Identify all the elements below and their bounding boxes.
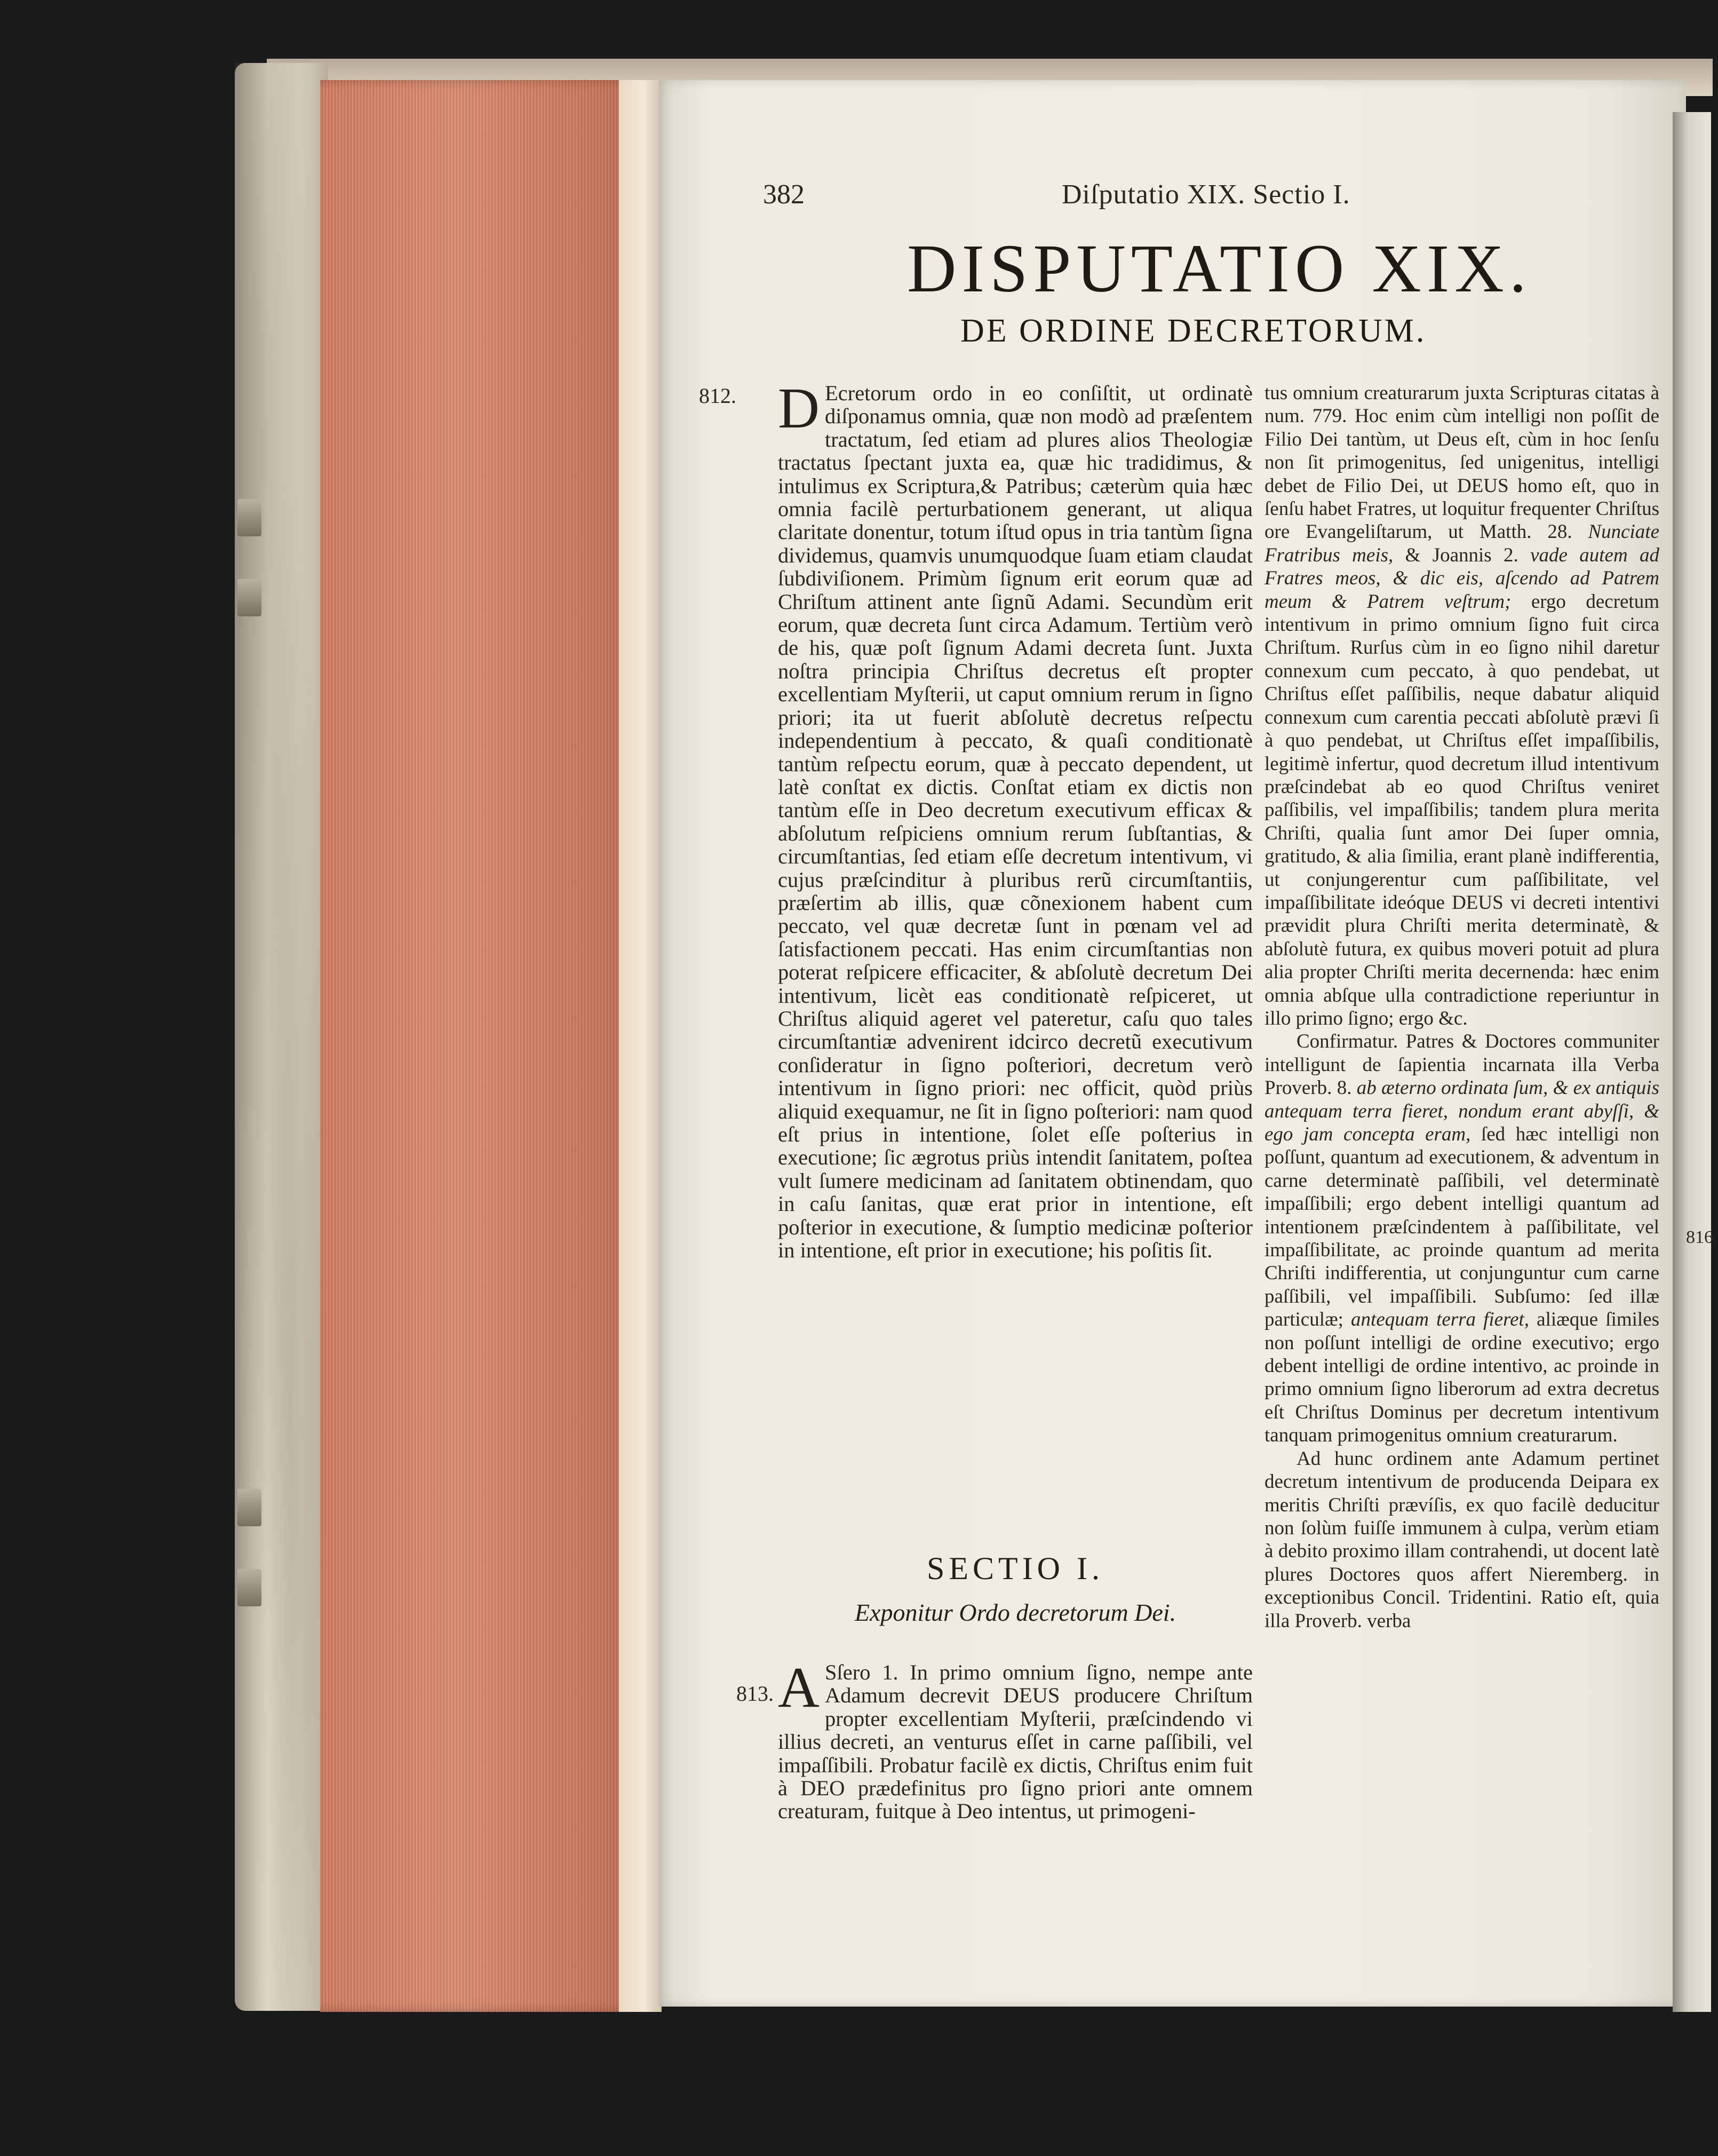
margin-number-813: 813. (736, 1682, 774, 1706)
left-column-text: Ecretorum ordo in eo conſiſtit, ut ordinatè diſponamus omnia, quæ non modò ad præſentem tractatum, ſed etiam ad plures alios Theologiæ tractatus ſpectant juxta ea, quæ hic tradidimus, & intulimus ex Scriptura,& Patribus; cæterùm quia hæc omnia facilè perturbationem generant, ut aliqua claritate donentur, totum iſtud opus in tria tantùm ſigna dividemus, quamvis unumquodque ſuam etiam claudat ſubdiviſionem. Primùm ſignum erit eorum quæ ad Chriſtum attinent ante ſignũ Adami. Secundùm erit eorum, quæ decreta ſunt circa Adamum. Tertiùm verò de his, quæ poſt ſignum Adami decreta ſunt. Juxta noſtra principia Chriſtus decretus eſt propter excellentiam Myſterii, ut caput omnium rerum in ſigno priori; ita ut fuerit abſolutè decretus reſpectu independentium à peccato, & quaſi conditionatè tantùm reſpectu eorum, quæ à peccato dependent, ut latè conſtat ex dictis. Conſtat etiam ex dictis non tantùm eſſe in Deo decretum executivum efficax & abſolutum reſpiciens omnium rerum ſubſtantias, & circumſtantias, ſed etiam eſſe decretum intentivum, vi cujus præſcinditur à pluribus rerũ circumſtantiis, præſertim ab illis, quæ cõnexionem habent cum peccato, vel quæ decretæ ſunt in pœnam vel ad ſatisfactionem peccati. Has enim circumſtantias non poterat reſpicere efficaciter, & abſolutè decretum Dei intentivum, licèt eas conditionatè reſpiceret, ut Chriſtus aliquid ageret vel pateretur, caſu quo tales circumſtantiæ advenirent idcirco decretũ executivum conſideratur in ſigno poſteriori, decretum verò intentivum in ſigno priori: nec officit, quòd priùs aliquid exequamur, ne ſit in ſigno poſteriori: nam quod eſt prius in intentione, ſolet eſſe poſterius in executione; ſic ægrotus priùs intendit ſanitatem, poſtea vult ſumere medicinam ad ſanitatem obtinendam, quo in caſu ſanitas, quæ erat prior in intentione, eſt poſterior in executione, & ſumptio medicinæ poſterior in intentione, eſt prior in executione; his poſitis ſit. (778, 381, 1253, 1263)
right-italic-4: antequam terra fieret, (1351, 1309, 1530, 1331)
right-text-1: tus omnium creaturarum juxta Scripturas citatas à num. 779. Hoc enim cùm intelligi non poſſit de Filio Dei tantùm, ut Deus eſt, cùm in hoc ſenſu non ſit primogenitus, ſed unigenitus, intelligi debet de Filio Dei, ut DEUS homo eſt, quo in ſenſu habet Fratres, ut loquitur frequenter Chriſtus ore Evangeliſtarum, ut Matth. 28. (1264, 382, 1659, 543)
section-subheading: Exponitur Ordo decretorum Dei. (854, 1599, 1176, 1626)
section-heading: SECTIO I. (927, 1551, 1104, 1586)
right-text-2: Confirmatur. Patres & Doctores communiter intelligunt de ſapientia incarnata illa Verba Proverb. 8. (1264, 1031, 1659, 1099)
right-column (1264, 382, 1659, 1632)
right-text-1b: & Joannis 2. (1405, 544, 1518, 566)
right-text-1c: ergo decretum intentivum in primo omnium ſigno fuit circa Chriſtum. Rurſus cùm in eo ſigno nihil daretur connexum cum peccato, à quo pendebat, ut Chriſtus eſſet paſſibilis, neque dabatur aliquid connexum cum carentia peccati abſolutè prævi ſi à quo pendebat, ut Chriſtus eſſet impaſſibilis, legitimè infertur, quod decretum illud intentivum præſcindebat ab eo quod Chriſtus veniret paſſibilis, vel impaſſibilis; tandem plura merita Chriſti, qualia ſunt amor Dei ſuper omnia, gratitudo, & alia ſimilia, erant planè indifferentia, ut conjungerentur cum paſſibilitate, vel impaſſibilitate ideóque DEUS vi decreti intentivi prævidit plura Chriſti merita determinatè, & abſolutè futura, ex quibus moveri potuit ad plura alia propter Chriſti merita decernenda: hæc enim omnia abſque ulla contradictione reperiuntur in illo primo ſigno; ergo &c. (1264, 590, 1659, 1029)
book-cover-board (235, 63, 328, 2011)
right-text-2b: ſed hæc intelligi non poſſunt, quantum ad executionem, & adventum in carne determinatè paſſibili, vel determinatè impaſſibili; ergo debent intelligi quantum ad intentionem præſcindentem à paſſibilitate, vel impaſſibilitate, ac proinde quantum ad merita Chriſti indifferentia, ut conjunguntur cum carne paſſibili, vel impaſſibili. Subſumo: ſed illæ particulæ; (1264, 1123, 1659, 1331)
left-column (778, 377, 1253, 1263)
clasp-hinge (237, 579, 261, 616)
chapter-title: DISPUTATIO XIX. (907, 231, 1532, 306)
page-gutter (619, 80, 662, 2012)
margin-number-812: 812. (699, 384, 736, 408)
clasp-hinge (237, 1569, 261, 1606)
running-head (763, 179, 1457, 221)
drop-capital: D (778, 377, 820, 440)
chapter-subtitle: DE ORDINE DECRETORUM. (960, 313, 1427, 349)
section-column (778, 1656, 1253, 1824)
facing-page-edge (1673, 112, 1711, 2012)
section-text: Sſero 1. In primo omnium ſigno, nempe ante Adamum decrevit DEUS producere Chriſtum propter excellentiam Myſterii, præſcindendo vi illius decreti, an venturus eſſet in carne paſſibili, vel impaſſibili. Probatur facilè ex dictis, Chriſtus enim fuit à DEO prædefinitus pro ſigno priori ante omnem creaturam, fuitque à Deo intentus, ut primogeni- (778, 1660, 1253, 1824)
margin-number-816: 816. (1686, 1227, 1718, 1247)
clasp-hinge (237, 1489, 261, 1526)
clasp-hinge (237, 499, 261, 536)
right-italic-1: Nunciate Fratribus meis, (1264, 521, 1660, 566)
red-page-edges (320, 80, 656, 2012)
right-text-2c: aliæque ſimiles non poſſunt intelligi de ordine executivo; ergo debent intelligi de ordine intentivo, ac proinde in primo omnium ſigno liberorum ad extra decretus eſt Chriſtus Dominus per decretum intentivum tanquam primogenitus omnium creaturarum. (1264, 1309, 1660, 1447)
right-italic-2: vade autem ad Fratres meos, & dic eis, aſcendo ad Patrem meum & Patrem veſtrum; (1264, 544, 1660, 613)
running-head-title: Diſputatio XIX. Sectio I. (1062, 179, 1350, 210)
page-number: 382 (763, 179, 805, 210)
section-drop-capital: A (778, 1656, 820, 1719)
right-text-3: Ad hunc ordinem ante Adamum pertinet decretum intentivum de producenda Deipara ex meritis Chriſti prævíſis, ex quo facilè deducitur non ſolùm fuiſſe immunem à culpa, verùm etiam à debito proximo illam contrahendi, ut docent latè plures Doctores quos affert Nieremberg. in exceptionibus Concil. Tridentini. Ratio eſt, quia illa Proverb. verba (1264, 1447, 1659, 1632)
right-italic-3: ab æterno ordinata ſum, & ex antiquis antequam terra fieret, nondum erant abyſſi, & ego jam concepta eram, (1264, 1077, 1659, 1145)
